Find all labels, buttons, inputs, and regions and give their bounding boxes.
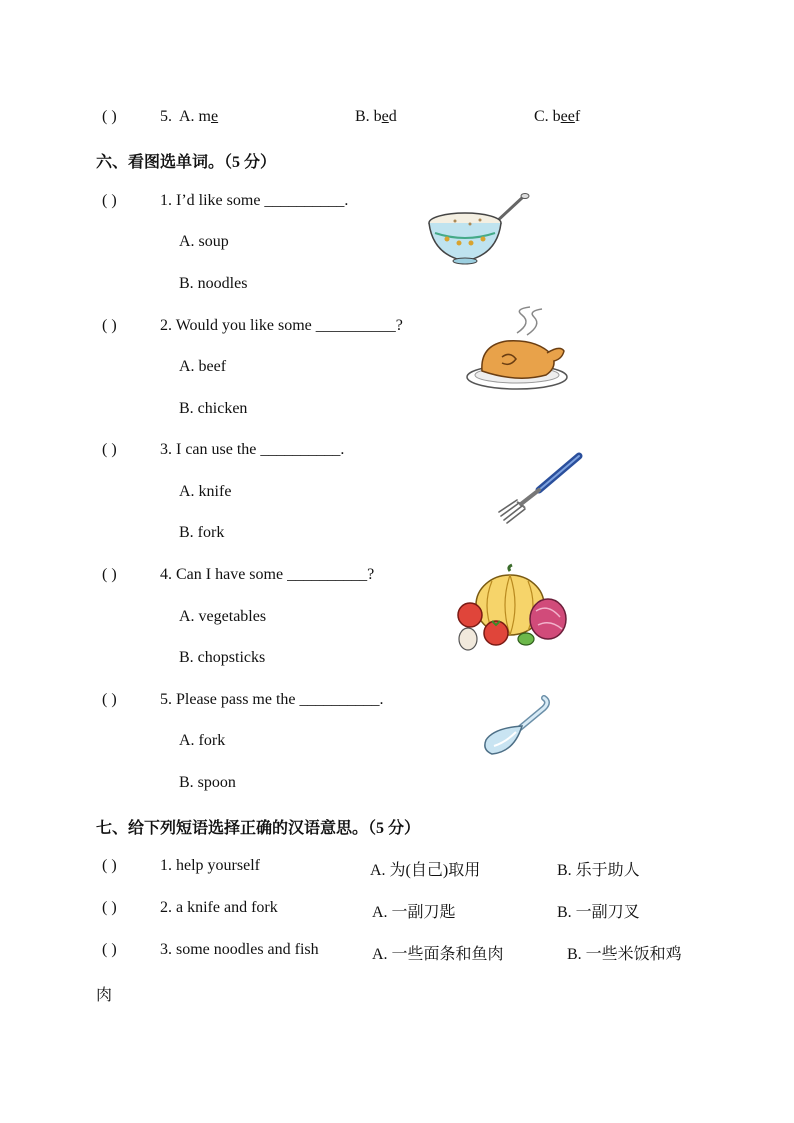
option-a: A. me [179,108,219,125]
answer-paren[interactable]: ( ) [102,317,117,334]
option-b: B. 一些米饭和鸡 [567,946,682,963]
spoon-icon [482,692,552,758]
question-text: 2. Would you like some __________? [160,317,403,334]
option-a: A. vegetables [179,608,267,625]
option-a: A. fork [179,732,226,749]
answer-paren[interactable]: ( ) [102,108,117,125]
option-a: A. beef [179,358,227,375]
option-a: A. soup [179,233,229,250]
option-b: B. bed [355,108,397,125]
question-text: 5. Please pass me the __________. [160,691,384,708]
option-a: A. 一些面条和鱼肉 [372,946,504,963]
option-a: A. knife [179,483,232,500]
question-text: 2. a knife and fork [160,899,278,916]
option-a: A. 为(自己)取用 [370,862,481,879]
question-text: 1. I’d like some __________. [160,192,349,209]
answer-paren[interactable]: ( ) [102,857,117,874]
question-number: 5. [160,108,172,125]
roast-chicken-icon [462,305,572,393]
question-text: 4. Can I have some __________? [160,566,375,583]
option-b: B. chicken [179,400,248,417]
question-text: 3. some noodles and fish [160,941,319,958]
option-b-continuation: 肉 [96,987,113,1004]
section-title: 七、给下列短语选择正确的汉语意思。（5 分） [96,820,421,837]
option-a: A. 一副刀匙 [372,904,456,921]
option-b: B. noodles [179,275,248,292]
answer-paren[interactable]: ( ) [102,899,117,916]
option-b: B. 一副刀叉 [557,904,640,921]
answer-paren[interactable]: ( ) [102,441,117,458]
answer-paren[interactable]: ( ) [102,566,117,583]
answer-paren[interactable]: ( ) [102,691,117,708]
section-title: 六、看图选单词。（5 分） [96,154,277,171]
vegetables-icon [452,563,570,655]
question-text: 3. I can use the __________. [160,441,345,458]
answer-paren[interactable]: ( ) [102,192,117,209]
option-b: B. spoon [179,774,236,791]
option-b: B. chopsticks [179,649,266,666]
soup-bowl-icon [425,193,535,268]
option-b: B. fork [179,524,225,541]
answer-paren[interactable]: ( ) [102,941,117,958]
fork-icon [495,450,587,524]
option-c: C. beef [534,108,581,125]
option-b: B. 乐于助人 [557,862,640,879]
question-text: 1. help yourself [160,857,260,874]
